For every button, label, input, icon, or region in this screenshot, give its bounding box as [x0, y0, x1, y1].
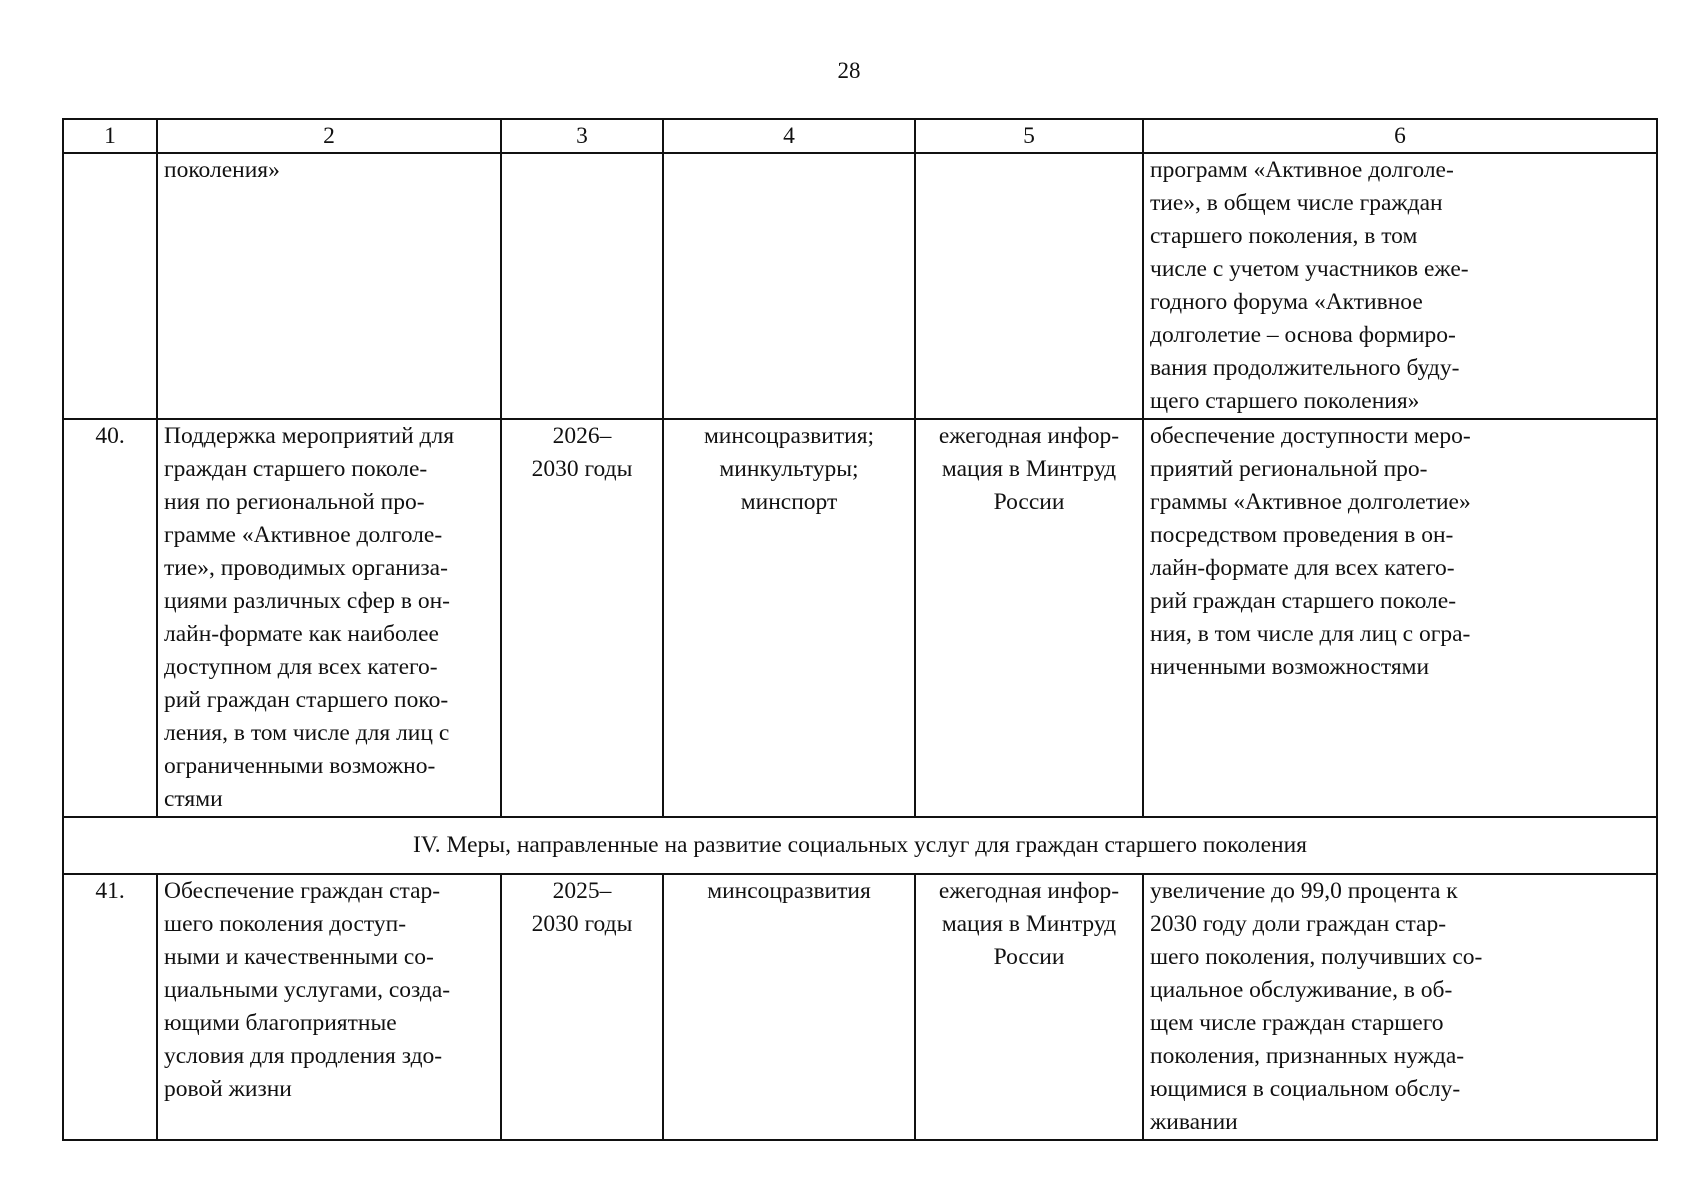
- column-header-2: 2: [157, 119, 501, 153]
- executor-cell: [663, 153, 915, 419]
- measure-cell: поколения»: [157, 153, 501, 419]
- executor-cell: минсоцразвития: [663, 874, 915, 1140]
- table-row: [63, 153, 1657, 419]
- report-cell: [915, 153, 1143, 419]
- row-number: 40.: [63, 419, 157, 817]
- table-row: [63, 874, 1657, 1140]
- column-header-5: 5: [915, 119, 1143, 153]
- executor-cell: минсоцразвития; минкультуры; минспорт: [663, 419, 915, 817]
- period-cell: 2026– 2030 годы: [501, 419, 663, 817]
- report-cell: ежегодная инфор- мация в Минтруд России: [915, 419, 1143, 817]
- column-header-4: 4: [663, 119, 915, 153]
- result-cell: увеличение до 99,0 процента к 2030 году доли граждан стар- шего поколения, получивших со- циальное обслуживание, в об- щем числе граждан старшего поколения, признанных нужда- ющимися в социальном обслу- живании: [1143, 874, 1657, 1140]
- result-cell: программ «Активное долголе- тие», в общем числе граждан старшего поколения, в том числе с учетом участников еже- годного форума «Активное долголетие – основа формиро- вания продолжительного буду- щего старшего поколения»: [1143, 153, 1657, 419]
- result-cell: обеспечение доступности меро- приятий региональной про- граммы «Активное долголетие» посредством проведения в он- лайн-формате для всех катего- рий граждан старшего поколе- ния, в том числе для лиц с огра- ниченными возможностями: [1143, 419, 1657, 817]
- table-row: [63, 419, 1657, 817]
- period-cell: 2025– 2030 годы: [501, 874, 663, 1140]
- page-number: 28: [837, 58, 861, 83]
- column-header-1: 1: [63, 119, 157, 153]
- measures-table: [62, 118, 1658, 1141]
- row-number: [63, 153, 157, 419]
- column-header-3: 3: [501, 119, 663, 153]
- row-number: 41.: [63, 874, 157, 1140]
- report-cell: ежегодная инфор- мация в Минтруд России: [915, 874, 1143, 1140]
- column-header-6: 6: [1143, 119, 1657, 153]
- section-heading-row: [63, 817, 1657, 874]
- measure-cell: Поддержка мероприятий для граждан старшего поколе- ния по региональной про- грамме «Активное долголе- тие», проводимых организа- циями различных сфер в он- лайн-формате как наиболее доступном для всех катего- рий граждан старшего поко- ления, в том числе для лиц с ограниченными возможно- стями: [157, 419, 501, 817]
- section-heading: IV. Меры, направленные на развитие социальных услуг для граждан старшего поколения: [63, 817, 1657, 874]
- table-header-row: [63, 119, 1657, 153]
- period-cell: [501, 153, 663, 419]
- measure-cell: Обеспечение граждан стар- шего поколения доступ- ными и качественными со- циальными услугами, созда- ющими благоприятные условия для продления здо- ровой жизни: [157, 874, 501, 1140]
